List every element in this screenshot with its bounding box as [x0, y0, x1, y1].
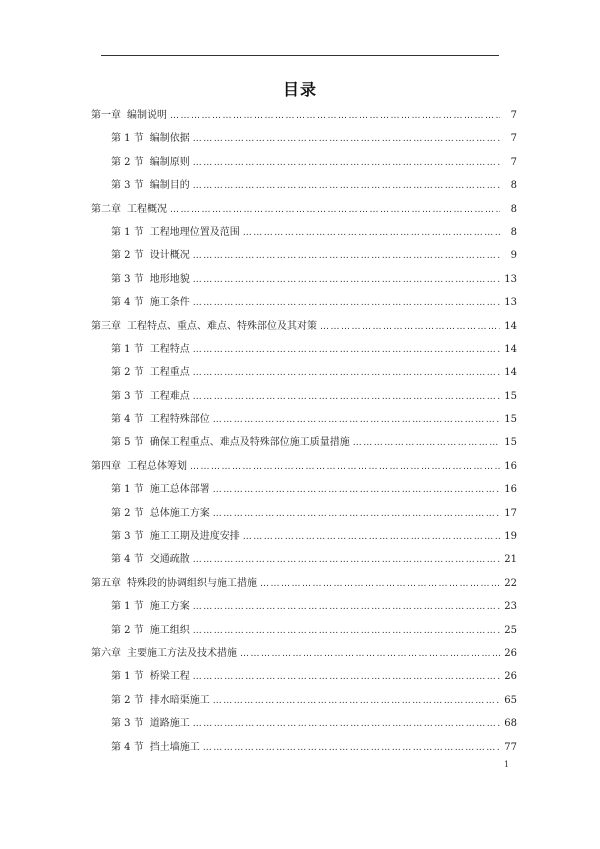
page-title: 目录 — [282, 80, 317, 99]
toc-dot-leader — [190, 456, 500, 479]
toc-entry-page: 65 — [504, 694, 517, 706]
toc-entry-number: 第三章 — [91, 320, 121, 332]
toc-dot-leader — [193, 269, 500, 292]
toc-chapter-entry[interactable] — [91, 455, 517, 478]
toc-entry-number: 第 1 节 — [111, 671, 144, 683]
toc-entry-number: 第五章 — [91, 577, 121, 589]
toc-entry-number: 第 3 节 — [111, 531, 144, 543]
toc-chapter-entry[interactable] — [91, 642, 517, 665]
toc-entry-title: 编制目的 — [149, 180, 190, 192]
toc-section-entry[interactable] — [91, 151, 517, 174]
toc-entry-title: 编制原则 — [149, 156, 190, 168]
toc-dot-leader — [213, 409, 500, 432]
toc-entry-page: 26 — [504, 647, 517, 659]
toc-section-entry[interactable] — [91, 478, 517, 501]
toc-entry-title: 地形地貌 — [149, 273, 190, 285]
toc-entry-number: 第 2 节 — [111, 367, 144, 379]
toc-section-entry[interactable] — [91, 127, 517, 150]
toc-entry-page: 22 — [504, 577, 517, 589]
toc-chapter-entry[interactable] — [91, 198, 517, 221]
toc-dot-leader — [193, 596, 500, 619]
toc-entry-number: 第二章 — [91, 203, 121, 215]
toc-entry-number: 第 4 节 — [111, 414, 144, 426]
toc-entry-page: 14 — [504, 367, 517, 379]
toc-section-entry[interactable] — [91, 502, 517, 525]
toc-section-entry[interactable] — [91, 736, 517, 759]
toc-dot-leader — [193, 292, 500, 315]
toc-entry-title: 特殊段的协调组织与施工措施 — [127, 577, 257, 589]
toc-section-entry[interactable] — [91, 385, 517, 408]
toc-dot-leader — [243, 222, 500, 245]
toc-entry-title: 工程特点 — [149, 343, 190, 355]
toc-entry-title: 总体施工方案 — [149, 507, 210, 519]
toc-entry-page: 13 — [504, 297, 517, 309]
toc-entry-title: 设计概况 — [149, 250, 190, 262]
toc-entry-title: 施工工期及进度安排 — [149, 531, 240, 543]
toc-entry-number: 第 1 节 — [111, 226, 144, 238]
toc-entry-title: 桥梁工程 — [149, 671, 190, 683]
toc-entry-page: 8 — [510, 226, 517, 238]
toc-dot-leader — [240, 643, 500, 666]
toc-entry-number: 第六章 — [91, 647, 121, 659]
toc-entry-number: 第 2 节 — [111, 156, 144, 168]
toc-entry-number: 第 2 节 — [111, 694, 144, 706]
toc-section-entry[interactable] — [91, 174, 517, 197]
toc-dot-leader — [353, 432, 500, 455]
toc-entry-title: 交通疏散 — [149, 554, 190, 566]
toc-entry-title: 编制说明 — [127, 110, 167, 121]
toc-entry-number: 第四章 — [91, 460, 121, 472]
toc-entry-title: 主要施工方法及技术措施 — [127, 647, 237, 659]
toc-section-entry[interactable] — [91, 548, 517, 571]
toc-entry-page: 14 — [504, 343, 517, 355]
toc-entry-number: 第 1 节 — [111, 343, 144, 355]
toc-entry-title: 道路施工 — [149, 718, 190, 730]
toc-entry-title: 施工条件 — [149, 297, 190, 309]
toc-dot-leader — [193, 549, 500, 572]
toc-dot-leader — [170, 105, 500, 128]
toc-entry-number: 第 3 节 — [111, 390, 144, 402]
toc-entry-title: 挡土墙施工 — [149, 741, 200, 753]
toc-entry-page: 15 — [504, 437, 517, 449]
toc-section-entry[interactable] — [91, 338, 517, 361]
toc-dot-leader — [193, 666, 500, 689]
toc-chapter-entry[interactable] — [91, 315, 517, 338]
toc-chapter-entry[interactable] — [91, 104, 517, 127]
toc-section-entry[interactable] — [91, 291, 517, 314]
toc-dot-leader — [320, 316, 500, 339]
toc-section-entry[interactable] — [91, 408, 517, 431]
toc-entry-number: 第 2 节 — [111, 250, 144, 262]
toc-dot-leader — [193, 713, 500, 736]
toc-dot-leader — [243, 526, 500, 549]
toc-entry-page: 23 — [504, 601, 517, 613]
toc-dot-leader — [193, 620, 500, 643]
toc-entry-page: 68 — [504, 718, 517, 730]
toc-entry-number: 第 4 节 — [111, 554, 144, 566]
toc-entry-number: 第 1 节 — [111, 133, 144, 145]
toc-section-entry[interactable] — [91, 665, 517, 688]
toc-entry-number: 第一章 — [91, 110, 121, 121]
toc-entry-page: 7 — [510, 110, 517, 121]
toc-entry-title: 施工组织 — [149, 624, 190, 636]
toc-entry-number: 第 5 节 — [111, 437, 144, 449]
toc-section-entry[interactable] — [91, 244, 517, 267]
table-of-contents — [91, 104, 517, 759]
toc-dot-leader — [213, 479, 500, 502]
toc-entry-title: 排水暗渠施工 — [149, 694, 210, 706]
toc-section-entry[interactable] — [91, 361, 517, 384]
toc-section-entry[interactable] — [91, 525, 517, 548]
toc-entry-title: 编制依据 — [149, 133, 190, 145]
toc-entry-number: 第 3 节 — [111, 718, 144, 730]
toc-dot-leader — [193, 152, 500, 175]
toc-entry-number: 第 1 节 — [111, 484, 144, 496]
toc-entry-title: 工程重点 — [149, 367, 190, 379]
toc-section-entry[interactable] — [91, 268, 517, 291]
toc-entry-number: 第 4 节 — [111, 741, 144, 753]
toc-entry-page: 7 — [510, 133, 517, 145]
toc-section-entry[interactable] — [91, 431, 517, 454]
header-rule — [101, 55, 499, 56]
toc-dot-leader — [193, 362, 500, 385]
toc-entry-title: 工程特点、重点、难点、特殊部位及其对策 — [127, 320, 317, 332]
toc-dot-leader — [193, 386, 500, 409]
toc-section-entry[interactable] — [91, 221, 517, 244]
toc-entry-title: 工程难点 — [149, 390, 190, 402]
toc-entry-page: 8 — [510, 180, 517, 192]
toc-entry-number: 第 3 节 — [111, 180, 144, 192]
toc-dot-leader — [213, 503, 500, 526]
toc-entry-number: 第 3 节 — [111, 273, 144, 285]
toc-dot-leader — [193, 339, 500, 362]
toc-dot-leader — [170, 199, 500, 222]
toc-entry-page: 16 — [504, 484, 517, 496]
toc-entry-page: 77 — [504, 741, 517, 753]
toc-entry-page: 21 — [504, 554, 517, 566]
toc-dot-leader — [260, 573, 500, 596]
toc-section-entry[interactable] — [91, 712, 517, 735]
toc-entry-title: 确保工程重点、难点及特殊部位施工质量措施 — [149, 437, 350, 449]
toc-chapter-entry[interactable] — [91, 572, 517, 595]
toc-entry-page: 15 — [504, 390, 517, 402]
toc-entry-title: 工程地理位置及范围 — [149, 226, 240, 238]
toc-entry-page: 15 — [504, 414, 517, 426]
toc-entry-page: 19 — [504, 531, 517, 543]
toc-section-entry[interactable] — [91, 689, 517, 712]
toc-entry-page: 8 — [510, 203, 517, 215]
toc-entry-page: 25 — [504, 624, 517, 636]
toc-entry-page: 26 — [504, 671, 517, 683]
toc-entry-number: 第 2 节 — [111, 507, 144, 519]
toc-entry-title: 工程特殊部位 — [149, 414, 210, 426]
toc-entry-page: 9 — [510, 250, 517, 262]
toc-entry-title: 工程总体筹划 — [127, 460, 187, 472]
toc-section-entry[interactable] — [91, 619, 517, 642]
toc-entry-number: 第 2 节 — [111, 624, 144, 636]
toc-entry-number: 第 1 节 — [111, 601, 144, 613]
toc-dot-leader — [193, 175, 500, 198]
toc-entry-number: 第 4 节 — [111, 297, 144, 309]
toc-entry-page: 7 — [510, 156, 517, 168]
toc-entry-page: 16 — [504, 460, 517, 472]
toc-entry-title: 工程概况 — [127, 203, 167, 215]
page-number: 1 — [504, 760, 510, 769]
toc-section-entry[interactable] — [91, 595, 517, 618]
toc-dot-leader — [213, 690, 500, 713]
toc-dot-leader — [193, 128, 500, 151]
toc-entry-page: 17 — [504, 507, 517, 519]
toc-entry-page: 14 — [504, 320, 517, 332]
toc-entry-title: 施工总体部署 — [149, 484, 210, 496]
toc-entry-title: 施工方案 — [149, 601, 190, 613]
toc-entry-page: 13 — [504, 273, 517, 285]
toc-dot-leader — [193, 245, 500, 268]
toc-dot-leader — [203, 737, 500, 760]
